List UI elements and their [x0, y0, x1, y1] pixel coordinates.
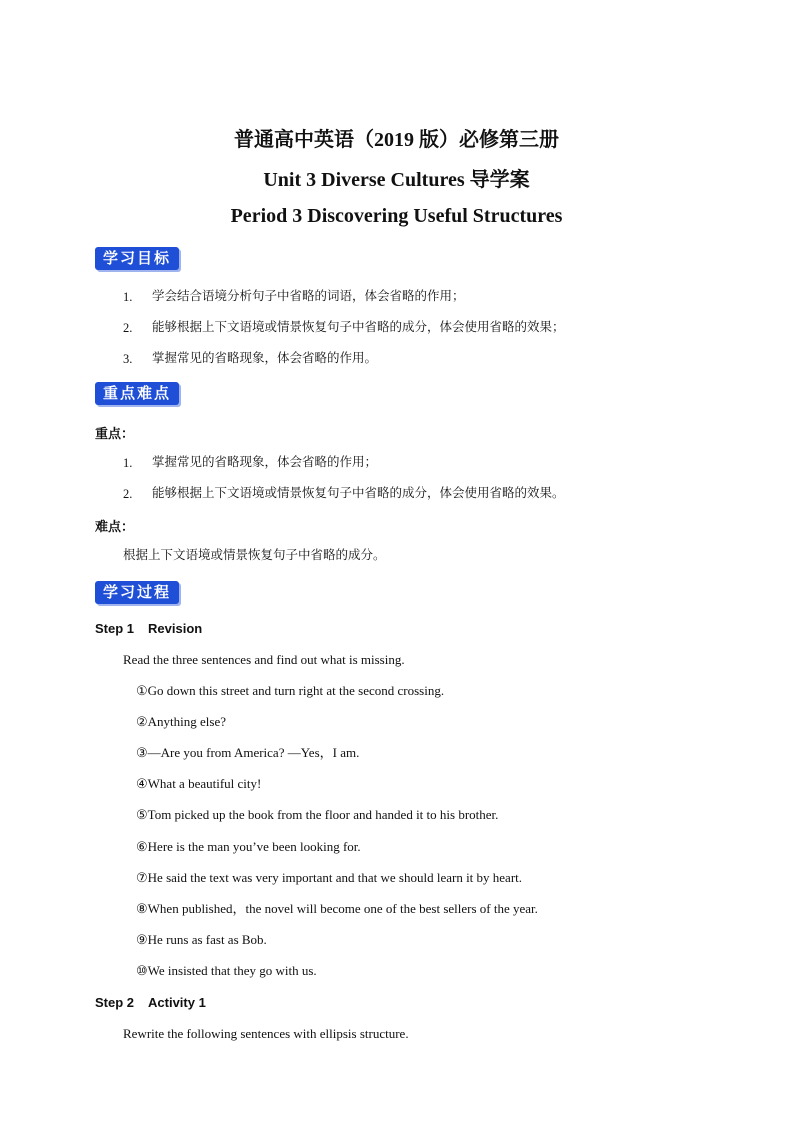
difficulty-text: 根据上下文语境或情景恢复句子中省略的成分。	[123, 547, 386, 562]
step2-heading	[95, 995, 206, 1010]
revision-sentence: ②Anything else?	[136, 714, 226, 729]
objective-number: 3.	[123, 352, 133, 366]
period-title: Period 3 Discovering Useful Structures	[230, 205, 563, 227]
objective-item: 能够根据上下文语境或情景恢复句子中省略的成分，体会使用省略的效果；	[152, 319, 565, 334]
focus-item: 能够根据上下文语境或情景恢复句子中省略的成分，体会使用省略的效果。	[152, 485, 565, 500]
doc-title: 普通高中英语（2019 版）必修第三册	[234, 129, 559, 151]
revision-sentence: ③—Are you from America? —Yes，I am.	[136, 745, 360, 760]
process-badge: 学习过程	[95, 581, 179, 604]
step1-name: Revision	[148, 621, 203, 636]
unit-title: Unit 3 Diverse Cultures 导学案	[263, 169, 530, 191]
revision-sentence: ⑧When published，the novel will become one of the best sellers of the year.	[136, 901, 538, 916]
focus-item: 掌握常见的省略现象，体会省略的作用；	[152, 454, 378, 469]
step2-name: Activity 1	[148, 995, 206, 1010]
focus-number: 1.	[123, 456, 133, 470]
focus-label: 重点：	[95, 427, 135, 442]
revision-sentence: ⑦He said the text was very important and that we should learn it by heart.	[136, 870, 523, 885]
objective-item: 学会结合语境分析句子中省略的词语，体会省略的作用；	[152, 288, 465, 303]
focus-number: 2.	[123, 487, 133, 501]
revision-sentence: ⑨He runs as fast as Bob.	[136, 932, 267, 947]
objective-number: 1.	[123, 290, 133, 304]
objective-number: 2.	[123, 321, 133, 335]
objectives-badge: 学习目标	[95, 247, 179, 270]
revision-sentence: ⑤Tom picked up the book from the floor and handed it to his brother.	[136, 807, 499, 822]
step1-instruction: Read the three sentences and find out what is missing.	[123, 652, 405, 667]
revision-sentence: ⑥Here is the man you’ve been looking for.	[136, 839, 361, 854]
step1-label: Step 1	[95, 621, 135, 636]
step2-label: Step 2	[95, 995, 135, 1010]
key-points-badge: 重点难点	[95, 382, 179, 405]
revision-sentence: ④What a beautiful city!	[136, 776, 262, 791]
step2-instruction: Rewrite the following sentences with ellipsis structure.	[123, 1026, 409, 1041]
revision-sentence: ⑩We insisted that they go with us.	[136, 963, 317, 978]
difficulty-label: 难点：	[95, 520, 135, 535]
objective-item: 掌握常见的省略现象，体会省略的作用。	[152, 350, 378, 365]
step1-heading	[95, 621, 202, 636]
revision-sentence: ①Go down this street and turn right at the second crossing.	[136, 683, 445, 698]
